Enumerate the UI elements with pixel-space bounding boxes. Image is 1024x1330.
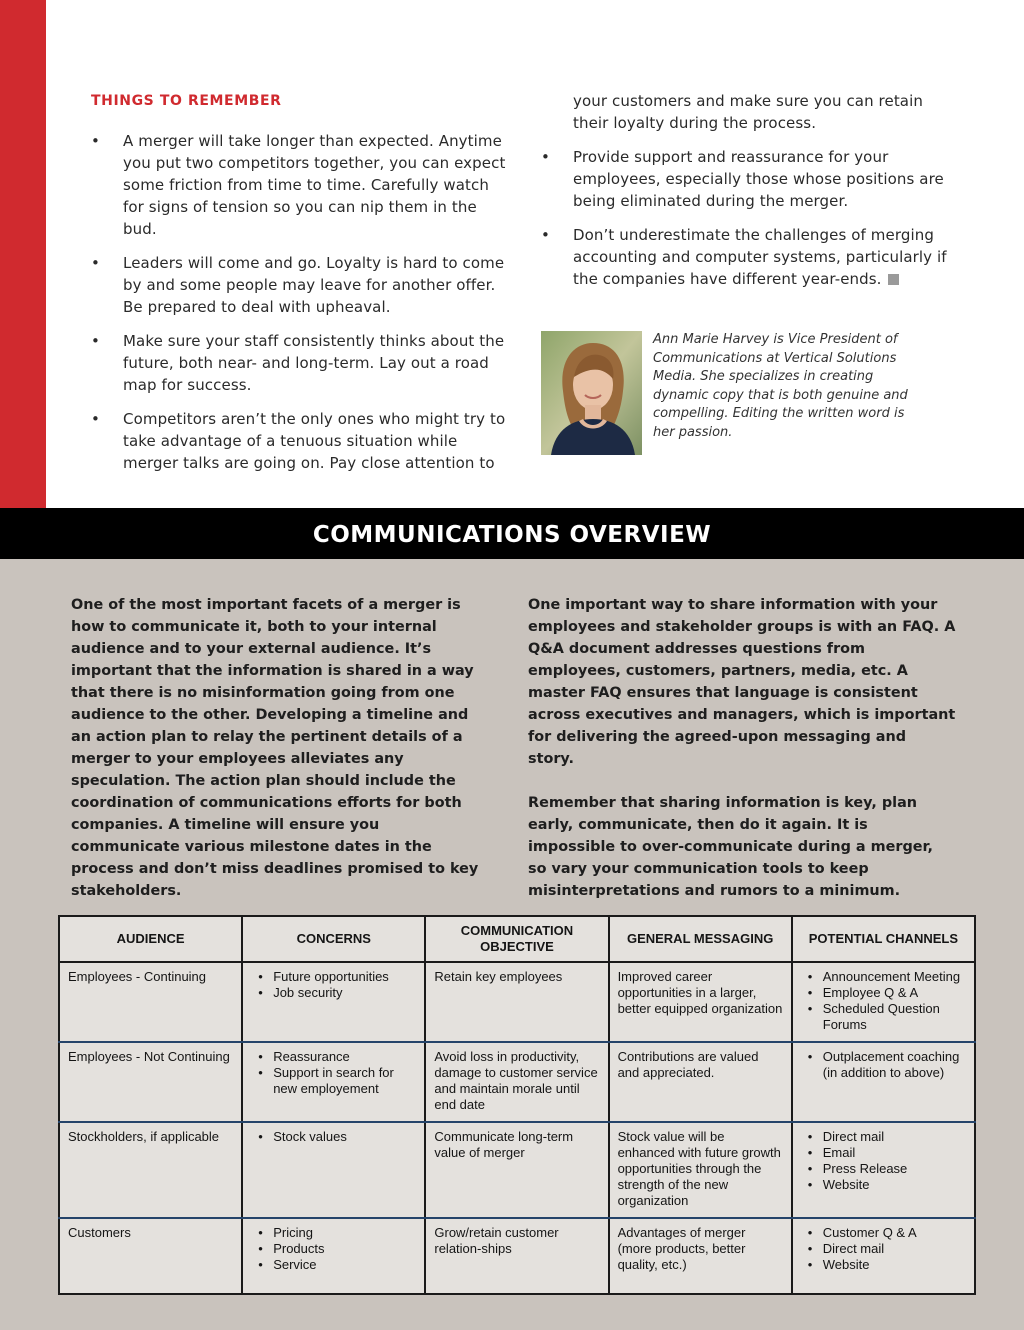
author-portrait-icon	[541, 331, 642, 455]
header-objective: COMMUNICATION OBJECTIVE	[425, 916, 608, 962]
list-item: • Website	[801, 1257, 966, 1273]
left-column	[91, 90, 511, 486]
table-header-row	[59, 916, 975, 962]
header-audience: AUDIENCE	[59, 916, 242, 962]
concerns-list	[251, 969, 416, 1001]
messaging-cell: Improved career opportunities in a larger, better equipped organization	[609, 962, 792, 1042]
section-banner	[0, 508, 1024, 559]
list-item: • Products	[251, 1241, 416, 1257]
right-column	[541, 90, 961, 302]
channels-cell	[792, 1042, 975, 1122]
list-item: • Announcement Meeting	[801, 969, 966, 985]
overview-paragraph: One important way to share information with your employees and stakeholder groups is with an FAQ. A Q&A document addresses questions from employees, customers, partners, media, etc. A master FAQ ensures that language is consistent across executives and managers, which is important for delivering the agreed-upon messaging and story.	[528, 597, 956, 767]
list-item: • Press Release	[801, 1161, 966, 1177]
remember-list-left	[91, 130, 511, 474]
list-item-text: Don’t underestimate the challenges of merging accounting and computer systems, particularly if the companies have different year-ends.	[573, 226, 947, 288]
overview-right-column	[528, 594, 956, 924]
things-to-remember-heading: THINGS TO REMEMBER	[91, 93, 282, 109]
table-row	[59, 962, 975, 1042]
concerns-cell	[242, 1122, 425, 1218]
objective-cell: Avoid loss in productivity, damage to customer service and maintain morale until end date	[425, 1042, 608, 1122]
list-item: • Direct mail	[801, 1129, 966, 1145]
list-item: • Stock values	[251, 1129, 416, 1145]
list-item: • Customer Q & A	[801, 1225, 966, 1241]
list-item: • Pricing	[251, 1225, 416, 1241]
list-item: • Direct mail	[801, 1241, 966, 1257]
channels-list	[801, 1225, 966, 1273]
author-photo	[541, 331, 642, 455]
table-row	[59, 1042, 975, 1122]
list-item: • Provide support and reassurance for your employees, especially those whose positions are being eliminated during the merger.	[541, 146, 961, 212]
concerns-list	[251, 1049, 416, 1097]
channels-list	[801, 1049, 966, 1081]
channels-cell	[792, 1218, 975, 1294]
list-item: • Support in search for new employement	[251, 1065, 416, 1097]
overview-paragraph: One of the most important facets of a merger is how to communicate it, both to your internal audience and to your external audience. It’s important that the information is shared in a way that there is no misinformation going from one audience to the other. Developing a timeline and an action plan to relay the pertinent details of a merger to your employees alleviates any speculation. The action plan should include the coordination of communications efforts for both companies. A timeline will ensure you communicate various milestone dates in the process and don’t miss deadlines promised to key stakeholders.	[71, 597, 479, 899]
objective-cell: Communicate long-term value of merger	[425, 1122, 608, 1218]
messaging-cell: Contributions are valued and appreciated.	[609, 1042, 792, 1122]
list-item: • Leaders will come and go. Loyalty is hard to come by and some people may leave for another offer. Be prepared to deal with upheaval.	[91, 252, 511, 318]
section-title: COMMUNICATIONS OVERVIEW	[312, 522, 712, 548]
list-item	[541, 224, 961, 290]
channels-list	[801, 969, 966, 1033]
messaging-cell: Stock value will be enhanced with future growth opportunities through the strength of the new organization	[609, 1122, 792, 1218]
header-concerns: CONCERNS	[242, 916, 425, 962]
table-row	[59, 1218, 975, 1294]
objective-cell: Grow/retain customer relation-ships	[425, 1218, 608, 1294]
list-item: • Scheduled Question Forums	[801, 1001, 966, 1033]
header-channels: POTENTIAL CHANNELS	[792, 916, 975, 962]
channels-cell	[792, 1122, 975, 1218]
list-item: • Service	[251, 1257, 416, 1273]
remember-list-right	[541, 146, 961, 290]
audience-cell: Employees - Not Continuing	[59, 1042, 242, 1122]
list-item: • Website	[801, 1177, 966, 1193]
list-item: • Email	[801, 1145, 966, 1161]
objective-cell: Retain key employees	[425, 962, 608, 1042]
concerns-list	[251, 1225, 416, 1273]
list-item: • Competitors aren’t the only ones who might try to take advantage of a tenuous situation while merger talks are going on. Pay close attention to	[91, 408, 511, 474]
communications-table	[58, 915, 976, 1295]
red-accent-bar	[0, 0, 46, 508]
list-item: • Make sure your staff consistently thinks about the future, both near- and long-term. Lay out a road map for success.	[91, 330, 511, 396]
header-messaging: GENERAL MESSAGING	[609, 916, 792, 962]
list-item-continuation: your customers and make sure you can retain their loyalty during the process.	[573, 92, 923, 132]
overview-paragraph: Remember that sharing information is key, plan early, communicate, then do it again. It is impossible to over-communicate during a merger, so vary your communication tools to keep misinterpretations and rumors to a minimum.	[528, 795, 933, 899]
table-row	[59, 1122, 975, 1218]
list-item: • Employee Q & A	[801, 985, 966, 1001]
overview-left-column	[71, 594, 491, 902]
audience-cell: Employees - Continuing	[59, 962, 242, 1042]
top-section	[0, 0, 1024, 508]
audience-cell: Customers	[59, 1218, 242, 1294]
concerns-cell	[242, 962, 425, 1042]
concerns-list	[251, 1129, 416, 1145]
messaging-cell: Advantages of merger (more products, better quality, etc.)	[609, 1218, 792, 1294]
channels-list	[801, 1129, 966, 1193]
list-item: • Reassurance	[251, 1049, 416, 1065]
end-mark-icon	[888, 274, 899, 285]
list-item: • Future opportunities	[251, 969, 416, 985]
list-item: • Outplacement coaching (in addition to above)	[801, 1049, 966, 1081]
author-bio	[541, 331, 971, 456]
list-item: • A merger will take longer than expected. Anytime you put two competitors together, you can expect some friction from time to time. Carefully watch for signs of tension so you can nip them in the bud.	[91, 130, 511, 240]
author-bio-text: Ann Marie Harvey is Vice President of Communications at Vertical Solutions Media. She specializes in creating dynamic copy that is both genuine and compelling. Editing the written word is her passion.	[653, 332, 908, 440]
list-item: • Job security	[251, 985, 416, 1001]
concerns-cell	[242, 1042, 425, 1122]
audience-cell: Stockholders, if applicable	[59, 1122, 242, 1218]
concerns-cell	[242, 1218, 425, 1294]
channels-cell	[792, 962, 975, 1042]
